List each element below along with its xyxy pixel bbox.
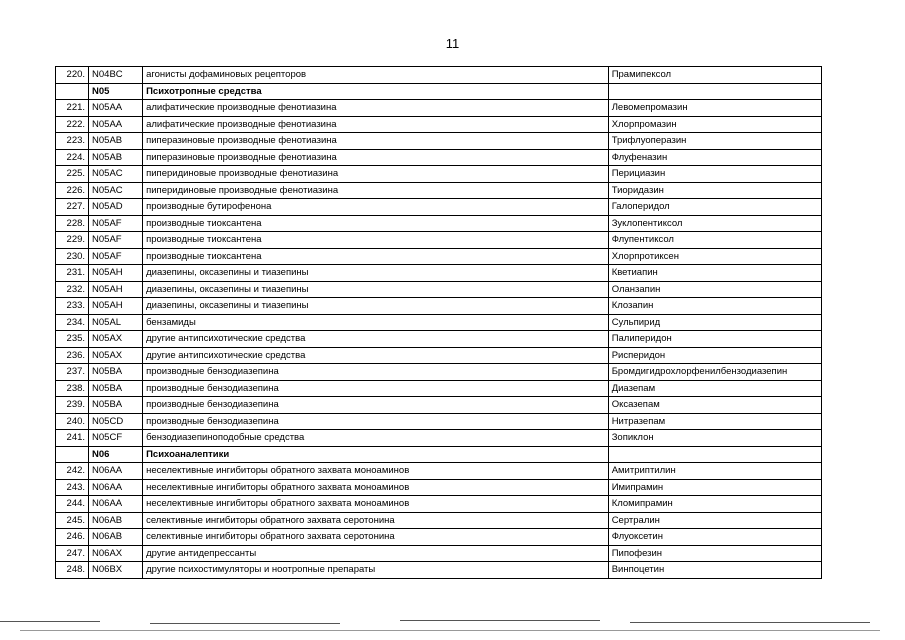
atc-code: N05AL [89, 314, 143, 331]
atc-code: N05AC [89, 166, 143, 183]
drug-name: Оксазепам [608, 397, 821, 414]
row-number: 221. [56, 100, 89, 117]
table-row [56, 430, 822, 447]
atc-code: N04BC [89, 67, 143, 84]
row-number: 236. [56, 347, 89, 364]
table-row [56, 199, 822, 216]
group-description: производные бутирофенона [143, 199, 609, 216]
atc-code: N05BA [89, 380, 143, 397]
drug-name: Галоперидол [608, 199, 821, 216]
group-description: Психоаналептики [143, 446, 609, 463]
table-row [56, 545, 822, 562]
group-description: агонисты дофаминовых рецепторов [143, 67, 609, 84]
drug-name: Зопиклон [608, 430, 821, 447]
group-description: алифатические производные фенотиазина [143, 100, 609, 117]
atc-code: N05 [89, 83, 143, 100]
atc-code: N06AA [89, 496, 143, 513]
drug-name: Сертралин [608, 512, 821, 529]
table-row [56, 529, 822, 546]
drug-name: Левомепромазин [608, 100, 821, 117]
row-number: 235. [56, 331, 89, 348]
table-row [56, 479, 822, 496]
row-number: 220. [56, 67, 89, 84]
atc-code: N05AF [89, 215, 143, 232]
group-description: другие психостимуляторы и ноотропные препараты [143, 562, 609, 579]
group-description: производные тиоксантена [143, 215, 609, 232]
group-description: бензодиазепиноподобные средства [143, 430, 609, 447]
table-row [56, 116, 822, 133]
atc-code: N06AA [89, 463, 143, 480]
table-row [56, 413, 822, 430]
group-description: бензамиды [143, 314, 609, 331]
drug-name: Кветиапин [608, 265, 821, 282]
drug-name: Пипофезин [608, 545, 821, 562]
table-row [56, 380, 822, 397]
group-description: селективные ингибиторы обратного захвата серотонина [143, 529, 609, 546]
table-row [56, 397, 822, 414]
atc-code: N05AB [89, 133, 143, 150]
drug-name: Прамипексол [608, 67, 821, 84]
group-description: производные бензодиазепина [143, 397, 609, 414]
atc-code: N06BX [89, 562, 143, 579]
row-number: 228. [56, 215, 89, 232]
row-number: 247. [56, 545, 89, 562]
table-row [56, 562, 822, 579]
atc-code: N05AD [89, 199, 143, 216]
drug-name [608, 446, 821, 463]
drug-name: Диазепам [608, 380, 821, 397]
row-number: 239. [56, 397, 89, 414]
drug-name: Винпоцетин [608, 562, 821, 579]
atc-code: N05AA [89, 116, 143, 133]
table-row [56, 166, 822, 183]
drug-name: Нитразепам [608, 413, 821, 430]
atc-code: N05AH [89, 281, 143, 298]
atc-code: N05CF [89, 430, 143, 447]
atc-code: N05AH [89, 298, 143, 315]
group-description: другие антипсихотические средства [143, 347, 609, 364]
row-number: 240. [56, 413, 89, 430]
table-row [56, 281, 822, 298]
scan-artifact [150, 623, 340, 624]
atc-code: N05AF [89, 232, 143, 249]
table-row [56, 314, 822, 331]
atc-code: N05AC [89, 182, 143, 199]
group-description: производные тиоксантена [143, 248, 609, 265]
drug-name: Тиоридазин [608, 182, 821, 199]
group-description: диазепины, оксазепины и тиазепины [143, 281, 609, 298]
drug-name: Флупентиксол [608, 232, 821, 249]
drug-name: Кломипрамин [608, 496, 821, 513]
table-row [56, 463, 822, 480]
table-row [56, 149, 822, 166]
group-description: Психотропные средства [143, 83, 609, 100]
drug-table-body [56, 67, 822, 579]
row-number: 243. [56, 479, 89, 496]
drug-name [608, 83, 821, 100]
atc-code: N06 [89, 446, 143, 463]
row-number: 248. [56, 562, 89, 579]
drug-name: Сульпирид [608, 314, 821, 331]
atc-code: N05AX [89, 331, 143, 348]
table-row [56, 512, 822, 529]
atc-code: N06AA [89, 479, 143, 496]
row-number: 237. [56, 364, 89, 381]
atc-code: N06AB [89, 529, 143, 546]
row-number: 222. [56, 116, 89, 133]
table-row [56, 364, 822, 381]
group-description: неселективные ингибиторы обратного захвата моноаминов [143, 463, 609, 480]
row-number: 241. [56, 430, 89, 447]
drug-name: Имипрамин [608, 479, 821, 496]
row-number: 245. [56, 512, 89, 529]
row-number: 224. [56, 149, 89, 166]
group-description: производные тиоксантена [143, 232, 609, 249]
table-row [56, 298, 822, 315]
group-description: пиперазиновые производные фенотиазина [143, 149, 609, 166]
drug-table [55, 66, 822, 579]
atc-code: N05AX [89, 347, 143, 364]
atc-code: N05AH [89, 265, 143, 282]
atc-code: N05AB [89, 149, 143, 166]
row-number: 223. [56, 133, 89, 150]
table-row [56, 248, 822, 265]
drug-name: Оланзапин [608, 281, 821, 298]
table-row [56, 496, 822, 513]
atc-code: N05CD [89, 413, 143, 430]
table-row [56, 182, 822, 199]
drug-name: Флуоксетин [608, 529, 821, 546]
group-description: другие антипсихотические средства [143, 331, 609, 348]
group-description: диазепины, оксазепины и тиазепины [143, 298, 609, 315]
group-description: селективные ингибиторы обратного захвата серотонина [143, 512, 609, 529]
drug-name: Хлорпротиксен [608, 248, 821, 265]
scan-artifact [400, 620, 600, 621]
atc-code: N05BA [89, 364, 143, 381]
page-number: 11 [445, 36, 460, 51]
group-description: неселективные ингибиторы обратного захвата моноаминов [143, 479, 609, 496]
row-number: 233. [56, 298, 89, 315]
group-description: неселективные ингибиторы обратного захвата моноаминов [143, 496, 609, 513]
table-row [56, 265, 822, 282]
atc-code: N05AF [89, 248, 143, 265]
drug-name: Палиперидон [608, 331, 821, 348]
group-description: пиперидиновые производные фенотиазина [143, 182, 609, 199]
group-description: диазепины, оксазепины и тиазепины [143, 265, 609, 282]
atc-code: N05BA [89, 397, 143, 414]
scan-artifact [630, 622, 870, 623]
section-row [56, 446, 822, 463]
row-number: 227. [56, 199, 89, 216]
group-description: производные бензодиазепина [143, 380, 609, 397]
scan-artifact [0, 621, 100, 622]
atc-code: N05AA [89, 100, 143, 117]
row-number [56, 446, 89, 463]
drug-name: Флуфеназин [608, 149, 821, 166]
row-number: 242. [56, 463, 89, 480]
table-row [56, 331, 822, 348]
group-description: пиперидиновые производные фенотиазина [143, 166, 609, 183]
table-row [56, 215, 822, 232]
drug-name: Зуклопентиксол [608, 215, 821, 232]
group-description: другие антидепрессанты [143, 545, 609, 562]
row-number: 231. [56, 265, 89, 282]
table-row [56, 347, 822, 364]
group-description: алифатические производные фенотиазина [143, 116, 609, 133]
row-number: 230. [56, 248, 89, 265]
atc-code: N06AB [89, 512, 143, 529]
table-row [56, 100, 822, 117]
table-row [56, 67, 822, 84]
row-number [56, 83, 89, 100]
atc-code: N06AX [89, 545, 143, 562]
drug-name: Перициазин [608, 166, 821, 183]
table-row [56, 133, 822, 150]
group-description: производные бензодиазепина [143, 413, 609, 430]
group-description: пиперазиновые производные фенотиазина [143, 133, 609, 150]
row-number: 229. [56, 232, 89, 249]
table-row [56, 232, 822, 249]
row-number: 234. [56, 314, 89, 331]
drug-name: Хлорпромазин [608, 116, 821, 133]
row-number: 244. [56, 496, 89, 513]
section-row [56, 83, 822, 100]
drug-name: Рисперидон [608, 347, 821, 364]
drug-name: Бромдигидрохлорфенилбензодиазепин [608, 364, 821, 381]
group-description: производные бензодиазепина [143, 364, 609, 381]
drug-name: Клозапин [608, 298, 821, 315]
row-number: 238. [56, 380, 89, 397]
row-number: 232. [56, 281, 89, 298]
row-number: 226. [56, 182, 89, 199]
row-number: 246. [56, 529, 89, 546]
row-number: 225. [56, 166, 89, 183]
drug-name: Трифлуоперазин [608, 133, 821, 150]
drug-name: Амитриптилин [608, 463, 821, 480]
scan-artifact [20, 630, 880, 631]
